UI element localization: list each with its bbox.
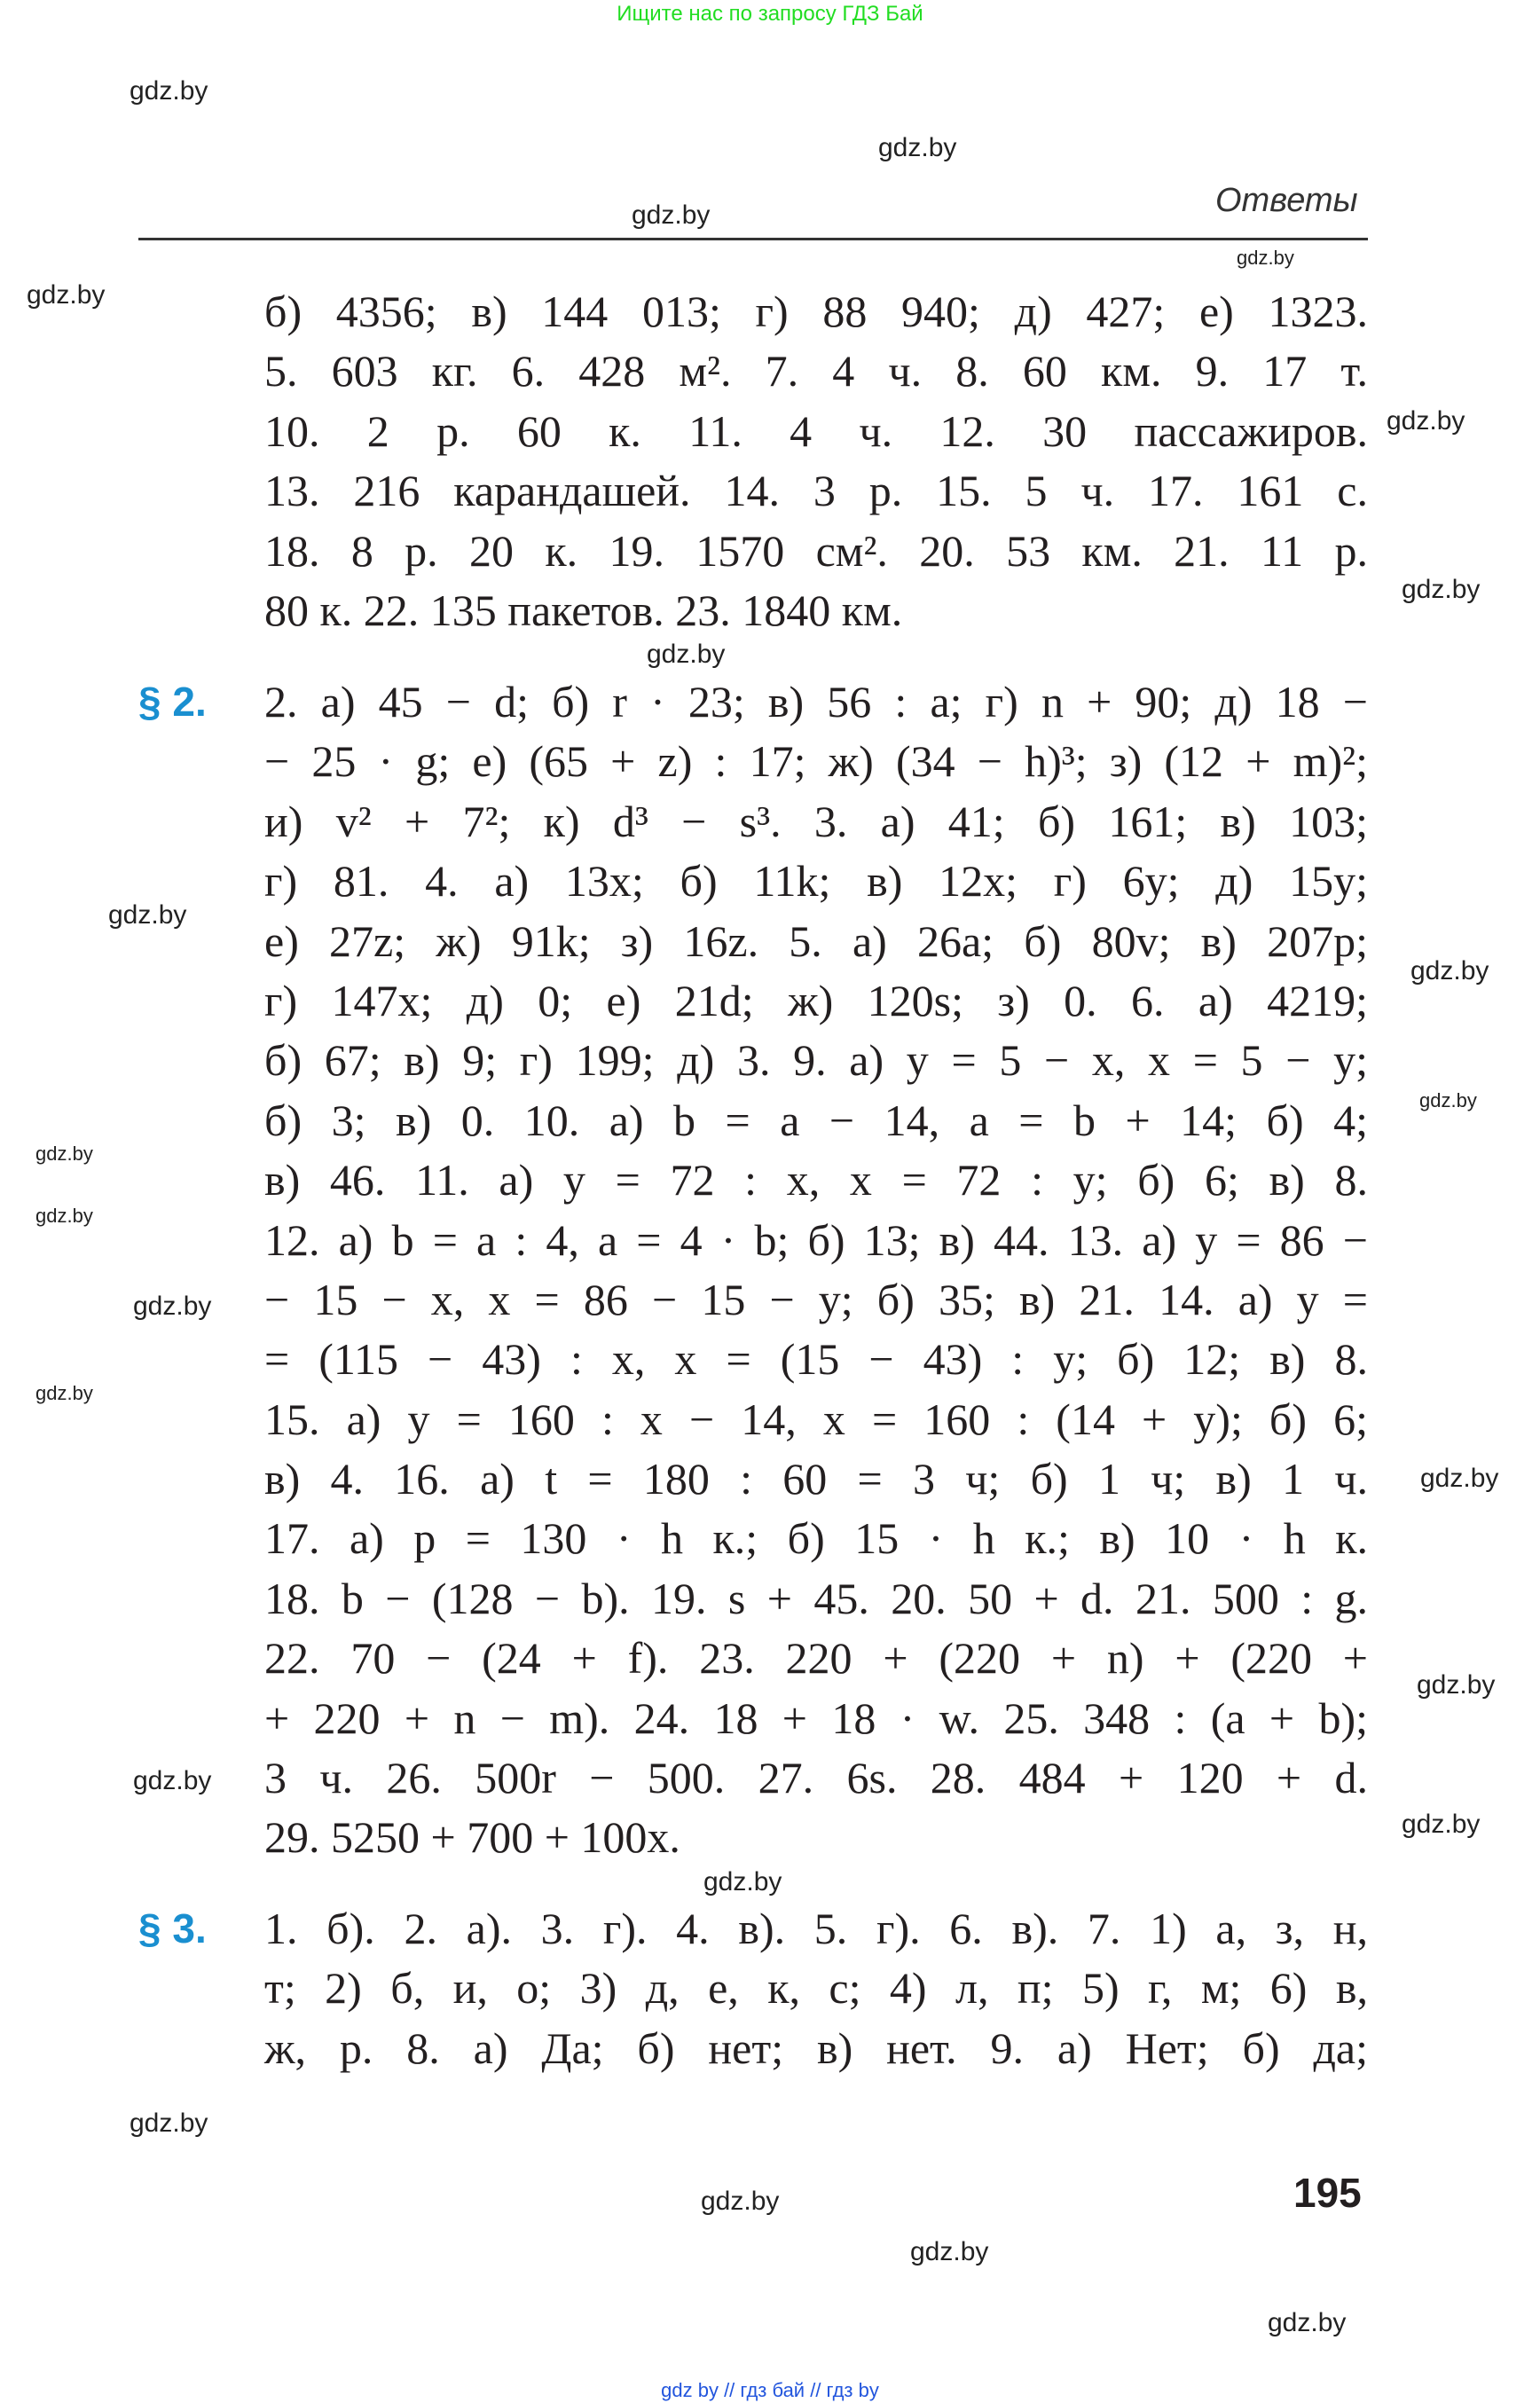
- text-line: 13. 216 карандашей. 14. 3 р. 15. 5 ч. 17. 161 с.: [264, 466, 1368, 516]
- text-line: т; 2) б, и, о; 3) д, е, к, с; 4) л, п; 5) г, м; 6) в,: [264, 1963, 1368, 2014]
- text-line: 12. а) b = a : 4, a = 4 · b; б) 13; в) 44. 13. а) y = 86 −: [264, 1214, 1368, 1265]
- footer-links[interactable]: gdz by // гдз бай // гдз by: [661, 2379, 879, 2401]
- watermark: gdz.by: [632, 200, 711, 230]
- watermark: gdz.by: [35, 1382, 93, 1404]
- text-line: 17. а) p = 130 · h к.; б) 15 · h к.; в) 10 · h к.: [264, 1513, 1368, 1564]
- text-line: 18. 8 р. 20 к. 19. 1570 см². 20. 53 км. 21. 11 р.: [264, 525, 1368, 576]
- text-line: 10. 2 р. 60 к. 11. 4 ч. 12. 30 пассажиров.: [264, 405, 1368, 456]
- watermark: gdz.by: [647, 640, 726, 669]
- text-line: − 25 · g; е) (65 + z) : 17; ж) (34 − h)³; з) (12 + m)²;: [264, 736, 1368, 787]
- watermark: gdz.by: [35, 1143, 93, 1165]
- watermark: gdz.by: [108, 900, 187, 930]
- text-line: = (115 − 43) : x, x = (15 − 43) : y; б) 12; в) 8.: [264, 1334, 1368, 1385]
- section-2-answers: [264, 672, 1368, 1868]
- section-3-label: § 3.: [138, 1905, 207, 1951]
- text-line: г) 81. 4. а) 13x; б) 11k; в) 12x; г) 6y; д) 15y;: [264, 856, 1368, 907]
- watermark: gdz.by: [1420, 1464, 1499, 1493]
- text-line: б) 4356; в) 144 013; г) 88 940; д) 427; е) 1323.: [264, 287, 1368, 336]
- watermark: gdz.by: [35, 1205, 93, 1227]
- watermark: gdz.by: [27, 280, 106, 310]
- page-number: 195: [1293, 2170, 1362, 2216]
- text-line: 22. 70 − (24 + f). 23. 220 + (220 + n) + (220 +: [264, 1633, 1368, 1684]
- text-line: 3 ч. 26. 500r − 500. 27. 6s. 28. 484 + 120 + d.: [264, 1753, 1368, 1803]
- text-line: в) 4. 16. а) t = 180 : 60 = 3 ч; б) 1 ч; в) 1 ч.: [264, 1454, 1368, 1504]
- watermark: gdz.by: [1410, 956, 1489, 986]
- watermark: gdz.by: [130, 76, 208, 106]
- text-line: + 220 + n − m). 24. 18 + 18 · w. 25. 348 : (a + b);: [264, 1692, 1368, 1743]
- watermark: gdz.by: [1387, 406, 1465, 436]
- watermark: gdz.by: [878, 133, 957, 162]
- text-line: б) 67; в) 9; г) 199; д) 3. 9. а) y = 5 − x, x = 5 − y;: [264, 1035, 1368, 1086]
- watermark: gdz.by: [1417, 1670, 1496, 1700]
- text-line: 2. а) 45 − d; б) r · 23; в) 56 : a; г) n + 90; д) 18 −: [264, 677, 1368, 726]
- text-line: е) 27z; ж) 91k; з) 16z. 5. а) 26a; б) 80v; в) 207p;: [264, 915, 1368, 966]
- watermark: gdz.by: [133, 1766, 212, 1795]
- text-line: ж, р. 8. а) Да; б) нет; в) нет. 9. а) Нет; б) да;: [264, 2022, 1368, 2073]
- watermark: gdz.by: [1419, 1089, 1477, 1111]
- watermark: gdz.by: [1402, 1810, 1481, 1839]
- watermark: gdz.by: [701, 2187, 780, 2216]
- watermark: gdz.by: [703, 1867, 782, 1896]
- section-3-answers: [264, 1899, 1368, 2078]
- top-note: Ищите нас по запросу ГДЗ Бай: [617, 2, 923, 26]
- text-line: 80 к. 22. 135 пакетов. 23. 1840 км.: [264, 585, 903, 635]
- text-line: и) v² + 7²; к) d³ − s³. 3. а) 41; б) 161; в) 103;: [264, 796, 1368, 846]
- text-line: 29. 5250 + 700 + 100x.: [264, 1812, 680, 1863]
- watermark: gdz.by: [1268, 2308, 1347, 2337]
- text-line: 15. а) y = 160 : x − 14, x = 160 : (14 + y); б) 6;: [264, 1394, 1368, 1444]
- text-line: 5. 603 кг. 6. 428 м². 7. 4 ч. 8. 60 км. 9. 17 т.: [264, 346, 1368, 397]
- text-line: 1. б). 2. а). 3. г). 4. в). 5. г). 6. в). 7. 1) а, з, н,: [264, 1904, 1368, 1953]
- watermark: gdz.by: [910, 2237, 989, 2266]
- answers-continuation: [264, 282, 1368, 640]
- watermark: gdz.by: [130, 2109, 208, 2138]
- watermark: gdz.by: [1237, 247, 1294, 269]
- text-line: г) 147x; д) 0; е) 21d; ж) 120s; з) 0. 6. а) 4219;: [264, 975, 1368, 1025]
- running-header: Ответы: [1215, 182, 1358, 219]
- watermark: gdz.by: [1402, 575, 1481, 604]
- text-line: 18. b − (128 − b). 19. s + 45. 20. 50 + d. 21. 500 : g.: [264, 1573, 1368, 1623]
- text-line: в) 46. 11. а) y = 72 : x, x = 72 : y; б) 6; в) 8.: [264, 1155, 1368, 1205]
- watermark: gdz.by: [133, 1292, 212, 1321]
- header-rule: [138, 238, 1368, 240]
- text-line: б) 3; в) 0. 10. а) b = a − 14, a = b + 14; б) 4;: [264, 1095, 1368, 1145]
- section-2-label: § 2.: [138, 679, 207, 725]
- text-line: − 15 − x, x = 86 − 15 − y; б) 35; в) 21. 14. а) y =: [264, 1274, 1368, 1324]
